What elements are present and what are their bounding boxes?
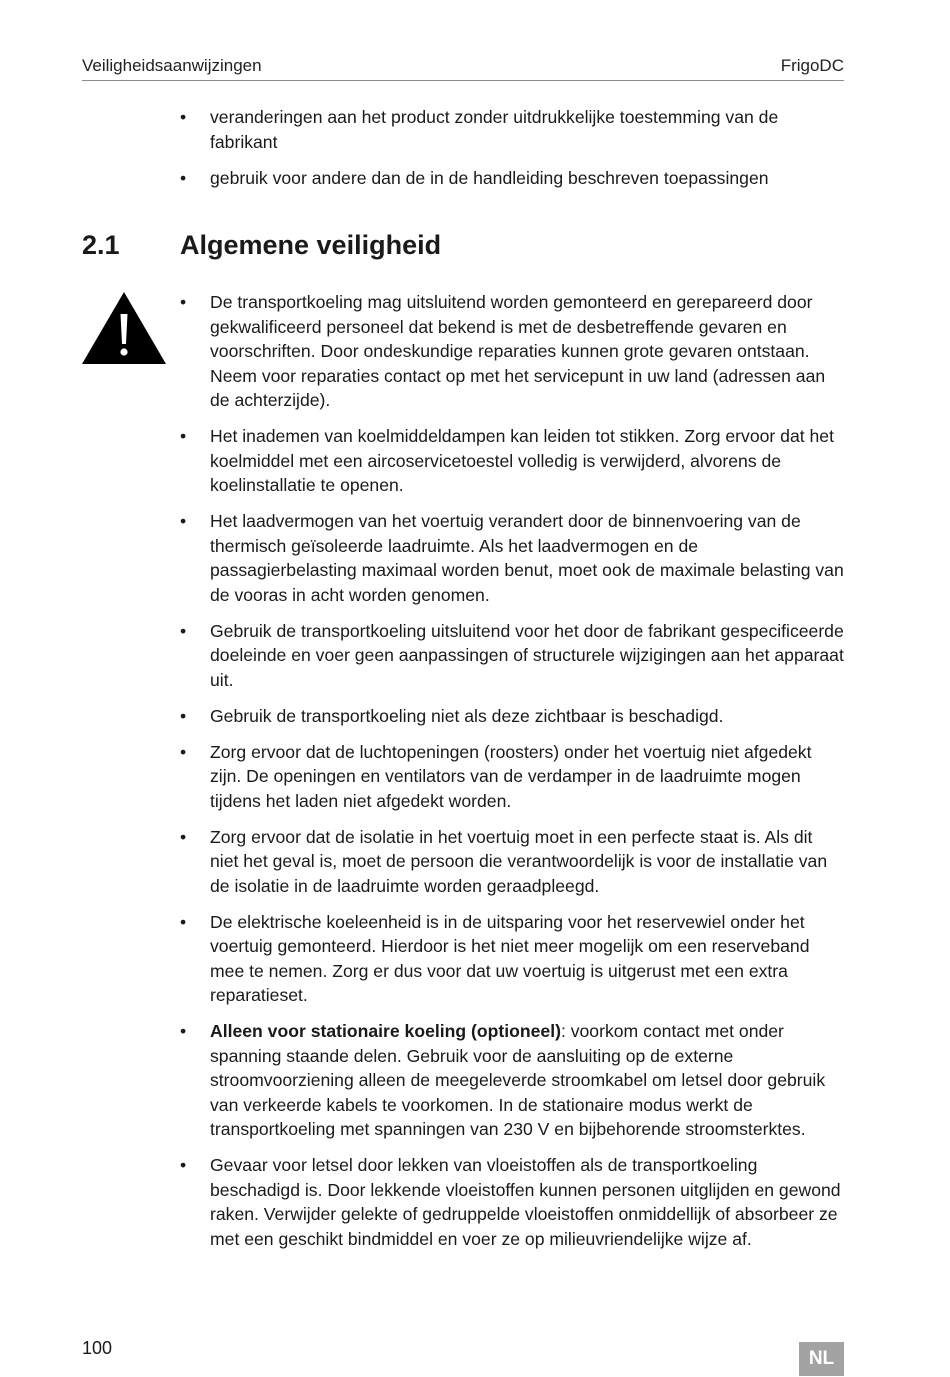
list-item-bold-lead: Alleen voor stationaire koeling (optioneel) — [210, 1021, 561, 1041]
list-item-text: Zorg ervoor dat de isolatie in het voertuig moet in een perfecte staat is. Als dit niet het geval is, moet de persoon die verantwoordelijk is voor de installatie van de isolatie in de laadruimte worden geraadpleegd. — [210, 826, 828, 896]
bullet-icon: • — [180, 911, 187, 932]
list-item — [180, 1153, 844, 1251]
list-item-text: Gebruik de transportkoeling niet als deze zichtbaar is beschadigd. — [210, 705, 724, 726]
list-item-text: : voorkom contact met onder spanning staande delen. Gebruik voor de aansluiting op de externe stroomvoorziening alleen de meegeleverde stroomkabel om letsel door gebruik van verkeerde kabels te voorkomen. In de stationaire modus werkt de transportkoeling met spanningen van 230 V en bijbehorende stroomsterktes. — [210, 1021, 826, 1139]
list-item-text: Gevaar voor letsel door lekken van vloeistoffen als de transportkoeling beschadigd is. Door lekkende vloeistoffen kunnen personen uitglijden en gewond raken. Verwijder gelekte of gedruppelde vloeistoffen onmiddellijk of absorbeer ze met een geschikt bindmiddel en voer ze op milieuvriendelijke wijze af. — [210, 1155, 841, 1249]
header-section-title: Veiligheidsaanwijzingen — [82, 56, 262, 75]
list-item-text: Gebruik de transportkoeling uitsluitend voor het door de fabrikant gespecificeerde doeleinde en voer geen aanpassingen of structurele wijzigingen aan het apparaat uit. — [210, 620, 844, 690]
bullet-icon: • — [180, 826, 187, 847]
list-item-text: veranderingen aan het product zonder uitdrukkelijke toestemming van de fabrikant — [210, 107, 779, 152]
bullet-icon: • — [180, 292, 187, 312]
bullet-icon: • — [180, 705, 187, 726]
list-item — [180, 704, 844, 729]
list-item — [180, 1019, 844, 1142]
section-number: 2.1 — [82, 230, 120, 260]
bullet-icon: • — [180, 426, 187, 446]
bullet-icon: • — [180, 1155, 187, 1175]
page-number: 100 — [82, 1338, 113, 1358]
list-item-text: De transportkoeling mag uitsluitend worden gemonteerd en gerepareerd door gekwalificeerd personeel dat bekend is met de desbetreffende gevaren en voorschriften. Door ondeskundige reparaties kunnen grote gevaren ontstaan. Neem voor reparaties contact op met het servicepunt in uw land (adressen aan de achterzijde). — [210, 292, 826, 410]
bullet-icon: • — [180, 511, 187, 531]
bullet-icon: • — [180, 168, 187, 188]
bullet-icon: • — [180, 1021, 187, 1041]
language-badge: NL — [799, 1342, 844, 1376]
safety-bullet-list — [180, 290, 844, 1263]
list-item-text: Zorg ervoor dat de luchtopeningen (roosters) onder het voertuig niet afgedekt zijn. De openingen en ventilators van de verdamper in de laadruimte mogen tijdens het laden niet afgedekt worden. — [210, 741, 812, 811]
bullet-icon: • — [180, 741, 187, 762]
list-item — [180, 910, 844, 1008]
list-item — [180, 619, 844, 693]
list-item-text: De elektrische koeleenheid is in de uitsparing voor het reservewiel onder het voertuig gemonteerd. Hierdoor is het niet meer mogelijk om een reserveband mee te nemen. Zorg er dus voor dat uw voertuig is uitgerust met een extra reparatieset. — [210, 911, 810, 1005]
list-item — [180, 509, 844, 607]
header-product-name: FrigoDC — [780, 56, 844, 75]
list-item — [180, 290, 844, 413]
list-item — [180, 166, 844, 191]
list-item — [180, 424, 844, 498]
page-header — [82, 56, 844, 81]
list-item-text: Het laadvermogen van het voertuig verandert door de binnenvoering van de thermisch geïsoleerde laadruimte. Als het laadvermogen en de passagierbelasting maximaal worden benut, moet ook de maximale belasting van de vooras in acht worden genomen. — [210, 511, 844, 605]
list-item — [180, 825, 844, 899]
list-item — [180, 105, 844, 154]
bullet-icon: • — [180, 620, 187, 641]
list-item-text: Het inademen van koelmiddeldampen kan leiden tot stikken. Zorg ervoor dat het koelmiddel met een aircoservicetoestel volledig is verwijderd, alvorens de koelinstallatie te openen. — [210, 426, 834, 495]
bullet-icon: • — [180, 107, 187, 127]
section-title: Algemene veiligheid — [180, 230, 442, 260]
list-item — [180, 740, 844, 814]
list-item-text: gebruik voor andere dan de in de handleiding beschreven toepassingen — [210, 168, 769, 188]
warning-triangle-icon — [82, 292, 166, 364]
intro-bullet-list — [180, 105, 844, 203]
